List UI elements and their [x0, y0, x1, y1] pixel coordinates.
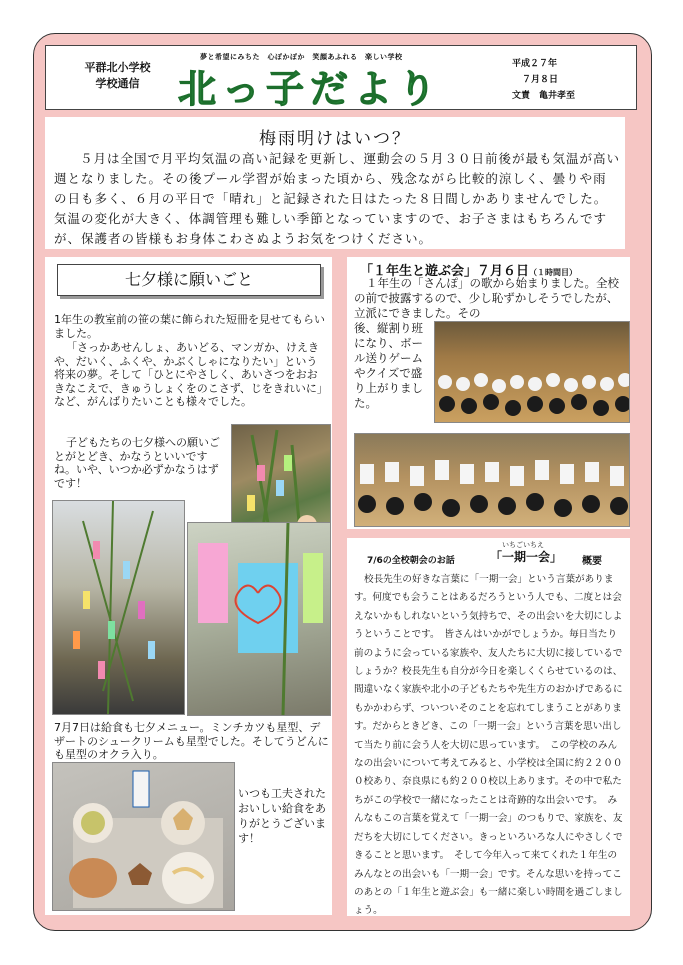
rainy-season-body: ５月は全国で月平均気温の高い記録を更新し、運動会の５月３０日前後が最も気温が高い週となりました。その後プール学習が始まった頃から、残念ながら比較的涼しく、曇りや雨の日も多く、６月の平日で「晴れ」と記録された日はたった８日間しかありませんでした。気温の変化が大きく、体調管理も難しい季節となっていますので、お子さまはもちろんですが、保護者の皆様もお身体こわさぬようお気をつけください。: [54, 151, 621, 246]
school-name-block: [60, 60, 175, 92]
school-name: 平群北小学校: [84, 61, 151, 74]
tanabata-hope: 子どもたちの七夕様への願いごとがとどき、かなうといいですね。いや、いつか必ずかなうはずです！: [54, 436, 220, 490]
gym-assembly-image: [435, 322, 629, 422]
ball-game-image: [355, 434, 629, 526]
issue-date: ７月８日: [522, 75, 559, 85]
tanabata-intro: 1年生の教室前の笹の葉に飾られた短冊を見せてもらいました。: [54, 313, 325, 340]
assembly-title: 「一期一会」: [490, 550, 563, 564]
bamboo-decoration-image: [53, 501, 184, 714]
play-event-text: １年生の「さんぽ」の歌から始まりました。全校の前で披露するので、少し恥ずかしそうでしたが、立派にできました。その: [354, 276, 619, 320]
play-event-period: （１時間目）: [529, 268, 578, 277]
tanzaku-wishes-image: [188, 523, 330, 715]
issue-author: 文責 亀井孝至: [512, 91, 576, 101]
school-lunch-image: [53, 763, 234, 910]
issue-info: [512, 56, 575, 104]
assembly-body: 校長先生の好きな言葉に「一期一会」という言葉があります。何度でも会うことはあるだろうという人でも、二度とは会えないかもしれないという気持ちで、その出会いを大切にしようということです。 皆さんはいかがでしょうか。毎日当たり前のように会っている家族や、友人たちに大切に接しているでしょうか？校長先生も自分が今日を楽しくくらせているのは、間違いなく家族や北小の子どもたちや先生方のおかげであるにもかかわらず、ついついそのことを忘れてしまうことがあります。だからときどき、この「一期一会」という言葉を思い出して当たり前に会う人を大切に思っています。 この学校のみんなの出会いについて考えてみると、小学校は全国に約２２０００校あり、奈良県にも約２００校以上あります。その中で私たちがこの学校で一緒になったことは奇跡的な出会いです。 みんなもこの言葉を覚えて「一期一会」のつもりで、家族を、友だちを大切にしてください。きっといろいろな人にやさしくできることと思います。 そして今年入って来てくれた１年生のみんなとの出会いも「一期一会」です。そんな思いを持ってこのあとの「１年生と遊ぶ会」も一緒に楽しい時間を過ごしましょう。: [354, 574, 623, 917]
gym-assembly-photo: [434, 321, 630, 423]
issue-year: 平成２７年: [512, 59, 558, 69]
rainy-season-title: 梅雨明けはいつ？: [259, 129, 411, 149]
lunch-menu-text: 7月7日は給食も七夕メニュー。ミンチカツも星型、デザートのシュークリームも星型でした。そしてうどんにも星型のオクラ入り。: [54, 721, 329, 761]
tanabata-wishes: 「さっかあせんしょ、あいどる、マンガか、けえきや、だいく、ふくや、かぶくしゃになりたい」という将来の夢。そして「ひとにやさしく、あいさつをおおきなこえで、きゅうしょくをのこさず、じをきれいに」など、がんばりたいことも様々でした。: [54, 341, 323, 408]
tanzaku-wishes-photo: [187, 522, 331, 716]
assembly-label: 7/6の全校朝会のお話: [367, 556, 455, 566]
school-lunch-photo: [52, 762, 235, 911]
tanabata-title: 七夕様に願いごと: [57, 264, 321, 296]
bamboo-decoration-photo: [52, 500, 185, 715]
school-motto: 夢と希望にみちた 心ぽかぽか 笑顔あふれる 楽しい学校: [200, 53, 403, 61]
assembly-ruby: いちごいちえ: [502, 541, 544, 549]
ball-game-photo: [354, 433, 630, 527]
newsletter-title: 北っ子だより: [178, 67, 443, 111]
play-event-text-continued: 後、縦割り班になり、ボール送りゲームやクイズで盛り上がりました。: [354, 321, 423, 410]
newsletter-type: 学校通信: [95, 77, 140, 90]
assembly-summary-label: 概要: [582, 556, 602, 567]
play-event-title: 「１年生と遊ぶ会」７月６日: [360, 264, 530, 279]
lunch-thanks: いつも工夫されたおいしい給食をありがとうございます！: [238, 787, 326, 845]
